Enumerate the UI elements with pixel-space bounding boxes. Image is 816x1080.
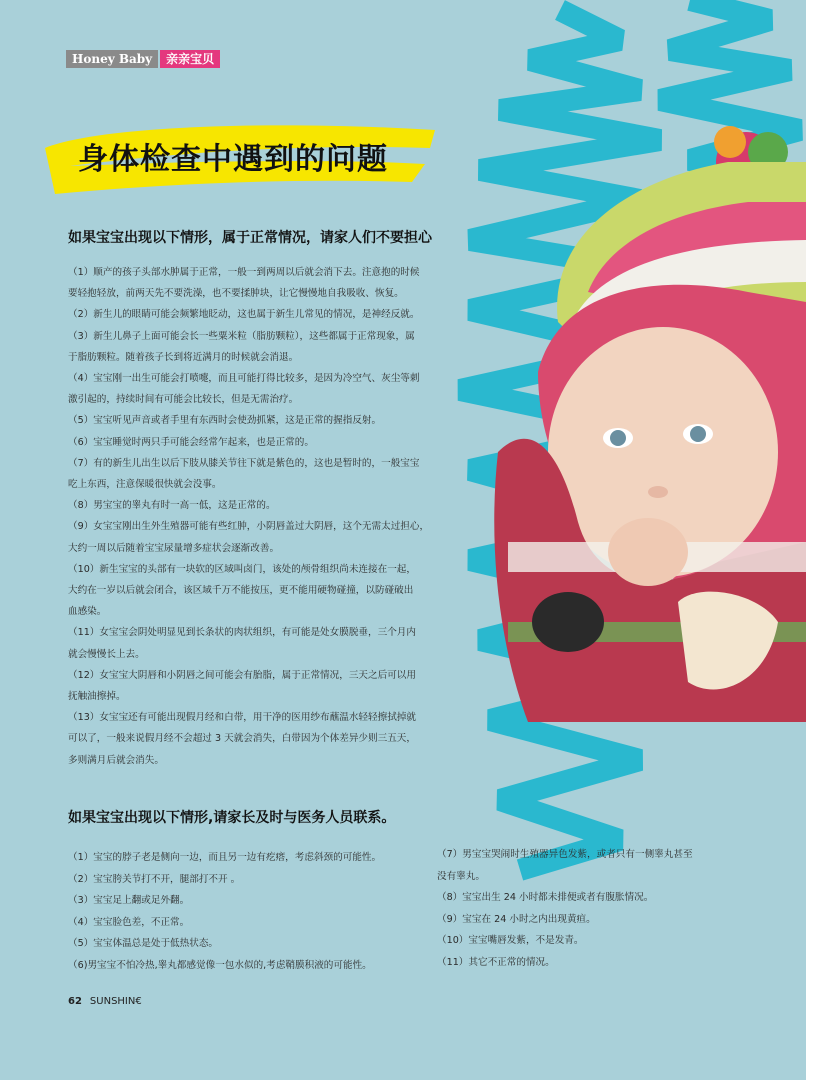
brand-english: Honey Baby: [66, 50, 158, 68]
list-item: （4）宝宝脸色差，不正常。: [68, 916, 190, 928]
list-line: （12）女宝宝大阴唇和小阴唇之间可能会有胎脂，属于正常情况，三天之后可以用: [68, 669, 416, 681]
list-line: 可以了，一般来说假月经不会超过 3 天就会消失，白带因为个体差异少则三五天，: [68, 733, 416, 745]
list-line: 多则满月后就会消失。: [68, 754, 164, 766]
list-line: 大约一周以后随着宝宝尿量增多症状会逐渐改善。: [68, 542, 280, 554]
list-line: （9）女宝宝刚出生外生殖器可能有些红肿，小阴唇盖过大阴唇，这个无需太过担心，: [68, 521, 430, 533]
page-footer: [68, 996, 142, 1007]
list-line: （3）新生儿鼻子上面可能会长一些粟米粒（脂肪颗粒），这些都属于正常现象，属: [68, 330, 415, 342]
list-item: （11）其它不正常的情况。: [437, 956, 555, 968]
list-item: （3）宝宝足上翻或足外翻。: [68, 895, 190, 907]
list-item: （10）宝宝嘴唇发紫，不是发青。: [437, 935, 584, 947]
list-line: （13）女宝宝还有可能出现假月经和白带，用干净的医用纱布蘸温水轻轻擦拭掉就: [68, 712, 416, 724]
page-number: 62: [68, 996, 82, 1007]
list-line: （6）宝宝睡觉时两只手可能会经常乍起来，也是正常的。: [68, 436, 314, 448]
normal-section-heading: 如果宝宝出现以下情形，属于正常情况，请家人们不要担心: [68, 230, 432, 246]
list-line: （10）新生宝宝的头部有一块软的区域叫卤门，该处的颅骨组织尚未连接在一起，: [68, 563, 416, 575]
list-line: （4）宝宝刚一出生可能会打喷嚏，而且可能打得比较多，是因为冷空气、灰尘等刺: [68, 373, 420, 385]
list-line: （2）新生儿的眼睛可能会频繁地眨动，这也属于新生儿常见的情况，是神经反就。: [68, 309, 420, 321]
list-item: （6)男宝宝不怕冷热,睾丸都感觉像一包水似的,考虑鞘膜积液的可能性。: [68, 959, 372, 971]
list-line: （11）女宝宝会阴处明显见到长条状的肉状组织，有可能是处女膜脱垂，三个月内: [68, 627, 416, 639]
normal-conditions-list: [68, 262, 466, 771]
list-line: 大约在一岁以后就会闭合，该区域千万不能按压，更不能用硬物碰撞，以防碰破出: [68, 585, 414, 597]
baby-photo: [468, 122, 806, 722]
contact-list-left: [68, 847, 420, 977]
list-line: 要轻抱轻放，前两天先不要洗澡，也不要揉肿块，让它慢慢地自我吸收、恢复。: [68, 288, 404, 300]
contact-list-right: [437, 844, 737, 974]
list-line: （1）顺产的孩子头部水肿属于正常，一般一到两周以后就会消下去。注意抱的时候: [68, 267, 420, 278]
list-item: （2）宝宝胯关节打不开，腿部打不开 。: [68, 873, 241, 885]
list-item: （9）宝宝在 24 小时之内出现黄疸。: [437, 913, 596, 925]
list-line: 抚触油擦掉。: [68, 691, 126, 703]
list-line: 吃上东西，注意保暖很快就会没事。: [68, 479, 222, 491]
brand-chinese: 亲亲宝贝: [160, 50, 220, 68]
list-item: （7）男宝宝哭闹时生殖器异色发紫，或者只有一侧睾丸甚至: [437, 849, 693, 860]
list-line: （7）有的新生儿出生以后下肢从膝关节往下就是紫色的，这也是暂时的，一般宝宝: [68, 457, 420, 469]
list-line: （8）男宝宝的睾丸有时一高一低，这是正常的。: [68, 500, 276, 512]
page-title: 身体检查中遇到的问题: [78, 142, 388, 177]
list-item: 没有睾丸。: [437, 870, 485, 882]
brand-tag: [66, 50, 220, 68]
list-line: 血感染。: [68, 606, 107, 618]
list-item: （8）宝宝出生 24 小时都未排便或者有腹胀情况。: [437, 892, 654, 904]
list-line: （5）宝宝听见声音或者手里有东西时会使劲抓紧，这是正常的握指反射。: [68, 415, 382, 427]
contact-section-heading: 如果宝宝出现以下情形,请家长及时与医务人员联系。: [68, 810, 396, 826]
list-item: （5）宝宝体温总是处于低热状态。: [68, 938, 219, 950]
list-line: 于脂肪颗粒。随着孩子长到将近满月的时候就会消退。: [68, 351, 299, 363]
magazine-name: SUNSHIN€: [89, 996, 142, 1007]
list-line: 激引起的，持续时间有可能会比较长，但是无需治疗。: [68, 394, 299, 406]
list-line: 就会慢慢长上去。: [68, 648, 145, 660]
list-item: （1）宝宝的脖子老是侧向一边，而且另一边有疙瘩，考虑斜颈的可能性。: [68, 852, 382, 863]
